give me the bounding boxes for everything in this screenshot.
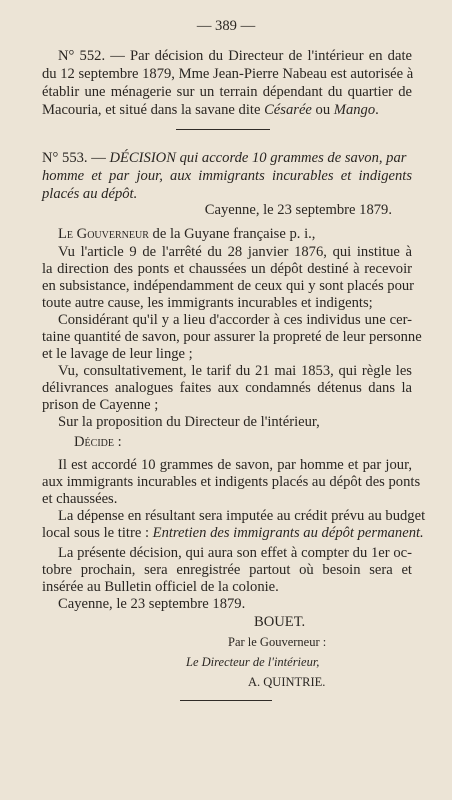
signatory: BOUET. — [254, 614, 306, 630]
body-line: Il est accordé 10 grammes de savon, par homme et par jour, — [58, 457, 412, 473]
page-number: — 389 — — [196, 18, 256, 34]
period: . — [375, 102, 379, 118]
body-line: délivrances analogues faites aux condamnés détenus dans la — [42, 380, 412, 396]
director-title: Le Directeur de l'intérieur, — [186, 655, 320, 669]
notice-number: N° 553. — — [42, 150, 110, 166]
end-divider — [180, 700, 272, 701]
title-text: qui accorde 10 grammes de savon, par — [175, 150, 407, 166]
body-line: la direction des ponts et chaussées un dépôt destiné à recevoir — [42, 261, 412, 277]
place-name: Mango — [333, 102, 376, 118]
dateline: Cayenne, le 23 septembre 1879. — [204, 202, 392, 218]
notice-552-line: du 12 septembre 1879, Mme Jean-Pierre Nabeau est autorisée à — [42, 66, 414, 82]
conjunction: ou — [311, 102, 334, 118]
governor-label: Le Gouverneur — [58, 226, 149, 242]
budget-text: local sous le titre : — [42, 525, 153, 541]
body-line: aux immigrants incurables et indigents placés au dépôt des ponts — [42, 474, 421, 490]
budget-line — [42, 525, 424, 542]
body-line: La dépense en résultant sera imputée au crédit prévu au budget — [58, 508, 426, 524]
body-line: et le lavage de leur linge ; — [42, 346, 193, 362]
title-line: placés au dépôt. — [42, 186, 138, 202]
governor-text: de la Guyane française p. i., — [148, 226, 316, 242]
section-divider — [176, 129, 270, 130]
body-line: et chaussées. — [42, 491, 118, 507]
governor-line — [58, 226, 315, 243]
decide-heading: Décide : — [74, 434, 122, 450]
body-line: Sur la proposition du Directeur de l'intérieur, — [58, 414, 320, 430]
countersign: A. QUINTRIE. — [248, 675, 326, 689]
place-name: Césarée — [264, 102, 312, 118]
body-line: tobre prochain, sera enregistrée partout où besoin sera et — [42, 562, 412, 578]
notice-552-line: établir une ménagerie sur un terrain dépendant du quartier de — [42, 84, 412, 100]
budget-title: Entretien des immigrants au dépôt permanent. — [152, 525, 424, 541]
closing-date: Cayenne, le 23 septembre 1879. — [58, 596, 246, 612]
body-line: Considérant qu'il y a lieu d'accorder à ces individus une cer- — [58, 312, 412, 328]
body-line: insérée au Bulletin officiel de la colonie. — [42, 579, 279, 595]
notice-552-text: Macouria, et situé dans la savane dite — [42, 102, 265, 118]
body-line: Vu l'article 9 de l'arrêté du 28 janvier 1876, qui institue à — [58, 244, 412, 260]
body-line: taine quantité de savon, pour assurer la propreté de leur personne — [42, 329, 422, 345]
body-line: Vu, consultativement, le tarif du 21 mai 1853, qui règle les — [58, 363, 412, 379]
decision-label: DÉCISION — [109, 150, 176, 166]
body-line: La présente décision, qui aura son effet à compter du 1er oc- — [58, 545, 412, 561]
title-line: homme et par jour, aux immigrants incurables et indigents — [42, 168, 412, 184]
body-line: prison de Cayenne ; — [42, 397, 159, 413]
body-line: en subsistance, indépendamment de ceux qui y sont placés pour — [42, 278, 415, 294]
notice-553-heading — [42, 150, 406, 167]
notice-552-last-line — [42, 102, 379, 119]
notice-552-line: N° 552. — Par décision du Directeur de l'intérieur en date — [58, 48, 412, 64]
by-governor: Par le Gouverneur : — [228, 635, 327, 649]
body-line: toute autre cause, les immigrants incurables et indigents; — [42, 295, 373, 311]
